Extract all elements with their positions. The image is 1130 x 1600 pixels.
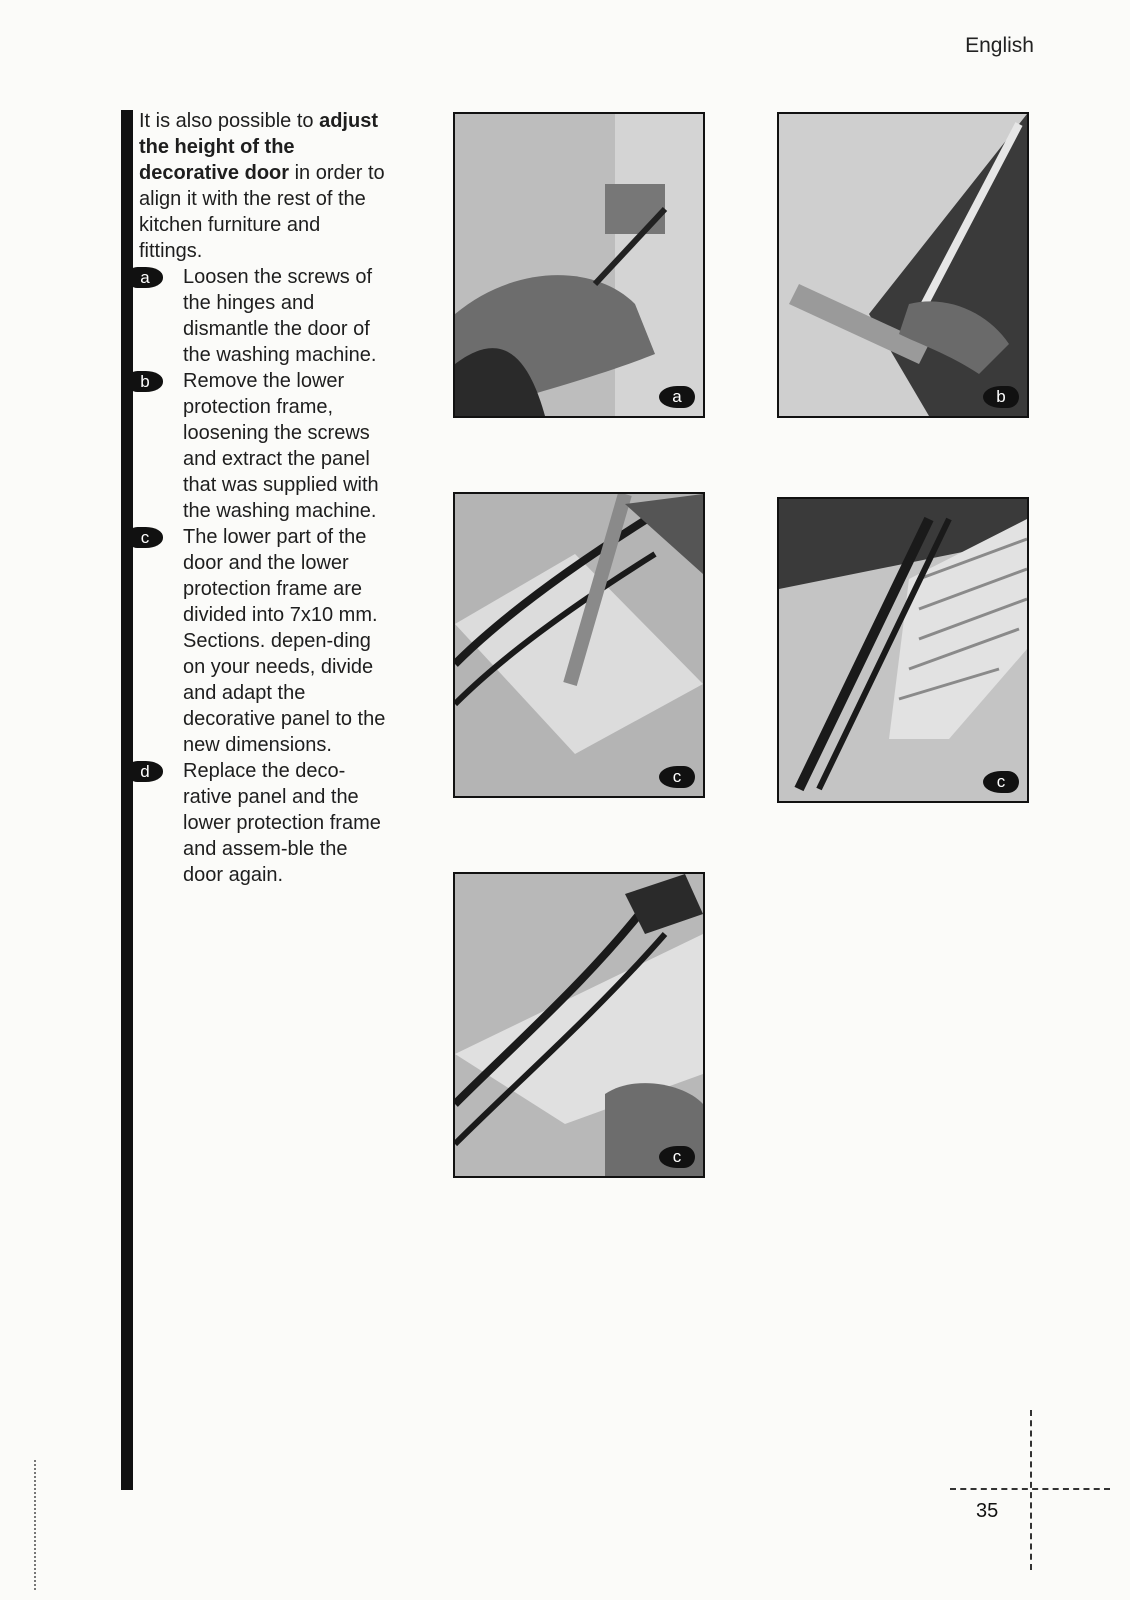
photo-c-sawing-grille	[777, 497, 1029, 803]
photo-c3-label: c	[659, 1146, 695, 1168]
photo-c1-illustration	[455, 494, 703, 796]
photo-c-marking-panel	[453, 492, 705, 798]
photo-b-lower-frame	[777, 112, 1029, 418]
intro-paragraph	[139, 108, 389, 264]
intro-bold-text: adjust the height of the decorative door	[139, 110, 378, 184]
step-b-badge: b	[127, 371, 163, 392]
step-d	[139, 758, 389, 888]
step-d-badge: d	[127, 761, 163, 782]
photo-b-label: b	[983, 386, 1019, 408]
intro-text-start: It is also possible to	[139, 110, 320, 132]
step-b	[139, 368, 389, 524]
photo-a-label: a	[659, 386, 695, 408]
step-d-text: Replace the deco-rative panel and the lower protection frame and assem-ble the door again.	[183, 760, 381, 886]
step-c-text: The lower part of the door and the lower protection frame are divided into 7x10 mm. Sections. depen-ding on your needs, divide and adapt the decorative panel to the new dimensions.	[183, 526, 386, 756]
photo-b-illustration	[779, 114, 1027, 416]
step-c	[139, 524, 389, 758]
photo-c2-label: c	[983, 771, 1019, 793]
binding-edge-mark	[34, 1460, 36, 1590]
photo-c-cutting-panel	[453, 872, 705, 1178]
crop-mark-vertical	[1030, 1410, 1032, 1570]
intro-text-end: in order to align it with the rest of the kitchen furniture and fittings.	[139, 162, 385, 262]
photo-c3-illustration	[455, 874, 703, 1176]
language-label: English	[965, 34, 1034, 57]
step-a	[139, 264, 389, 368]
photo-a-hinge-screws	[453, 112, 705, 418]
crop-mark-horizontal	[950, 1488, 1110, 1490]
step-a-text: Loosen the screws of the hinges and dismantle the door of the washing machine.	[183, 266, 377, 366]
photo-c2-illustration	[779, 499, 1027, 801]
step-a-badge: a	[127, 267, 163, 288]
photo-c1-label: c	[659, 766, 695, 788]
step-c-badge: c	[127, 527, 163, 548]
section-marker-bar	[121, 110, 133, 1490]
page-number: 35	[976, 1500, 999, 1522]
step-b-text: Remove the lower protection frame, loosening the screws and extract the panel that was supplied with the washing machine.	[183, 370, 379, 522]
instructions-column	[139, 108, 389, 888]
photo-a-illustration	[455, 114, 703, 416]
